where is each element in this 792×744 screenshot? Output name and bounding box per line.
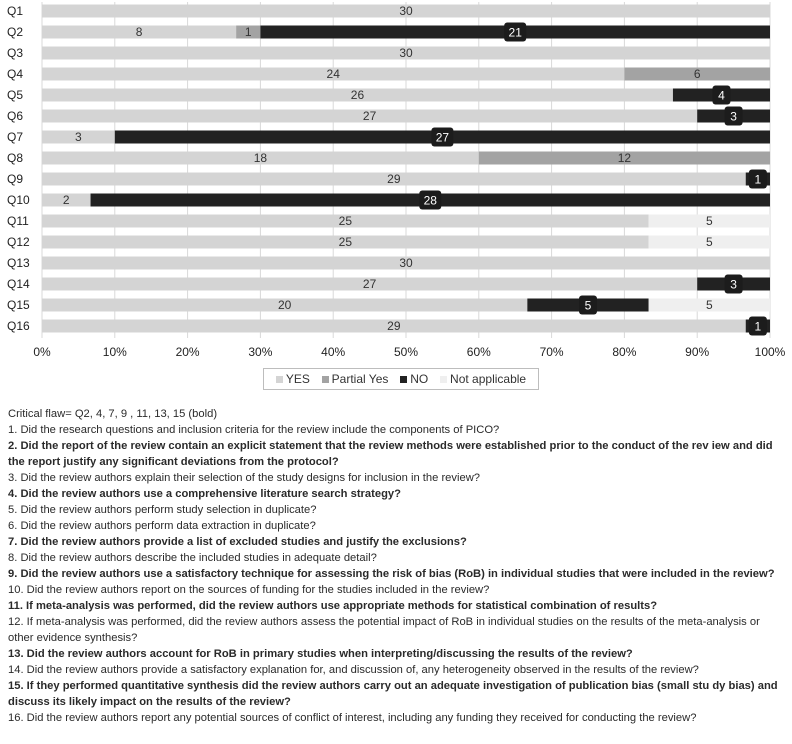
data-label: 27: [362, 277, 377, 291]
x-axis-tick-labels: [33, 345, 785, 359]
legend-label: NO: [410, 372, 429, 386]
question-item: 9. Did the review authors use a satisfactory technique for assessing the risk of bias (RoB) in individual studies that were included in the review?: [8, 568, 775, 580]
x-tick-label: 0%: [33, 345, 51, 359]
data-label: 27: [362, 109, 377, 123]
data-label: 1: [754, 319, 762, 334]
question-item: 15. If they performed quantitative synthesis did the review authors carry out an adequate investigation of publication bias (small stu dy bias) and discuss its likely impact on the results of the review?: [8, 680, 778, 708]
question-item: 10. Did the review authors report on the sources of funding for the studies included in the review?: [8, 584, 490, 596]
y-tick-label: Q2: [7, 25, 24, 39]
question-item: 11. If meta-analysis was performed, did the review authors use appropriate methods for statistical combination of results?: [8, 600, 658, 612]
legend-item: [400, 372, 428, 386]
data-label: 30: [399, 4, 413, 18]
x-tick-label: 50%: [393, 345, 419, 359]
data-label: 18: [253, 151, 268, 165]
data-label: 28: [423, 193, 437, 208]
question-item: 13. Did the review authors account for RoB in primary studies when interpreting/discussing the results of the review?: [8, 648, 633, 660]
y-tick-label: Q7: [7, 130, 24, 144]
y-tick-label: Q13: [7, 256, 30, 270]
legend-swatch: [440, 376, 447, 383]
y-tick-label: Q3: [7, 46, 24, 60]
legend-label: Partial Yes: [331, 372, 389, 386]
question-item: 14. Did the review authors provide a satisfactory explanation for, and discussion of, any heterogeneity observed in the results of the review?: [8, 664, 699, 676]
question-list: [8, 422, 788, 726]
x-tick-label: 100%: [754, 345, 786, 359]
data-label: 5: [705, 298, 713, 312]
x-tick-label: 10%: [102, 345, 127, 359]
legend-item: [276, 372, 310, 386]
question-item: 8. Did the review authors describe the included studies in adequate detail?: [8, 552, 377, 564]
question-item: 3. Did the review authors explain their selection of the study designs for inclusion in the review?: [8, 472, 480, 484]
y-axis-labels: [7, 4, 30, 333]
y-tick-label: Q9: [7, 172, 24, 186]
x-tick-label: 20%: [175, 345, 200, 359]
legend-swatch: [276, 376, 283, 383]
data-label: 27: [435, 130, 450, 145]
data-label: 30: [399, 46, 413, 60]
data-label: 1: [244, 25, 252, 39]
y-tick-label: Q10: [7, 193, 30, 207]
y-tick-label: Q14: [7, 277, 30, 291]
x-tick-label: 30%: [248, 345, 273, 359]
y-tick-label: Q6: [7, 109, 24, 123]
y-tick-label: Q8: [7, 151, 24, 165]
legend-label: YES: [285, 372, 310, 386]
data-label: 3: [730, 277, 737, 292]
question-item: 1. Did the research questions and inclusion criteria for the review include the components of PICO?: [8, 424, 500, 436]
data-label: 5: [705, 214, 713, 228]
data-label: 20: [277, 298, 292, 312]
y-tick-label: Q1: [7, 4, 24, 18]
data-label: 5: [584, 298, 592, 313]
question-item: 7. Did the review authors provide a list of excluded studies and justify the exclusions?: [8, 536, 467, 548]
y-tick-label: Q4: [7, 67, 24, 81]
notes: [8, 406, 788, 726]
x-tick-label: 90%: [685, 345, 710, 359]
legend: [263, 368, 539, 390]
question-item: 16. Did the review authors report any potential sources of conflict of interest, including any funding they received for conducting the review?: [8, 712, 697, 724]
legend-item: [440, 372, 526, 386]
data-label: 26: [350, 88, 365, 102]
question-item: 4. Did the review authors use a comprehensive literature search strategy?: [8, 488, 401, 500]
legend-swatch: [322, 376, 329, 383]
data-label: 25: [338, 214, 353, 228]
data-label: 29: [387, 172, 401, 186]
data-label: 6: [693, 67, 701, 81]
y-tick-label: Q11: [7, 214, 29, 228]
data-label: 29: [387, 319, 401, 333]
data-label: 12: [617, 151, 632, 165]
x-tick-label: 80%: [612, 345, 637, 359]
data-label: 3: [730, 109, 737, 124]
legend-swatch: [400, 376, 407, 383]
y-tick-label: Q16: [7, 319, 30, 333]
legend-label: Not applicable: [450, 372, 527, 386]
critical-flaw-note: Critical flaw= Q2, 4, 7, 9 , 11, 13, 15 (bold): [8, 408, 218, 420]
data-label: 30: [399, 256, 413, 270]
data-label: 2: [62, 193, 70, 207]
data-label: 1: [754, 172, 762, 187]
data-label: 8: [135, 25, 143, 39]
x-tick-label: 60%: [466, 345, 491, 359]
data-label: 4: [718, 88, 725, 103]
question-item: 12. If meta-analysis was performed, did the review authors assess the potential impact of RoB in individual studies on the results of the meta-analysis or other evidence synthesis?: [8, 616, 760, 644]
legend-item: [322, 372, 389, 386]
y-tick-label: Q5: [7, 88, 24, 102]
data-label: 5: [705, 235, 713, 249]
x-tick-label: 70%: [539, 345, 564, 359]
y-tick-label: Q12: [7, 235, 30, 249]
data-label: 21: [508, 25, 522, 40]
data-label: 25: [338, 235, 353, 249]
question-item: 5. Did the review authors perform study selection in duplicate?: [8, 504, 317, 516]
question-item: 2. Did the report of the review contain an explicit statement that the review methods were established prior to the conduct of the rev iew and did the report justify any significant deviations from the protocol?: [8, 440, 773, 468]
data-label: 3: [75, 130, 82, 144]
x-tick-label: 40%: [321, 345, 346, 359]
stacked-bar-chart: [0, 0, 792, 365]
y-tick-label: Q15: [7, 298, 30, 312]
question-item: 6. Did the review authors perform data extraction in duplicate?: [8, 520, 316, 532]
data-label: 24: [326, 67, 340, 81]
